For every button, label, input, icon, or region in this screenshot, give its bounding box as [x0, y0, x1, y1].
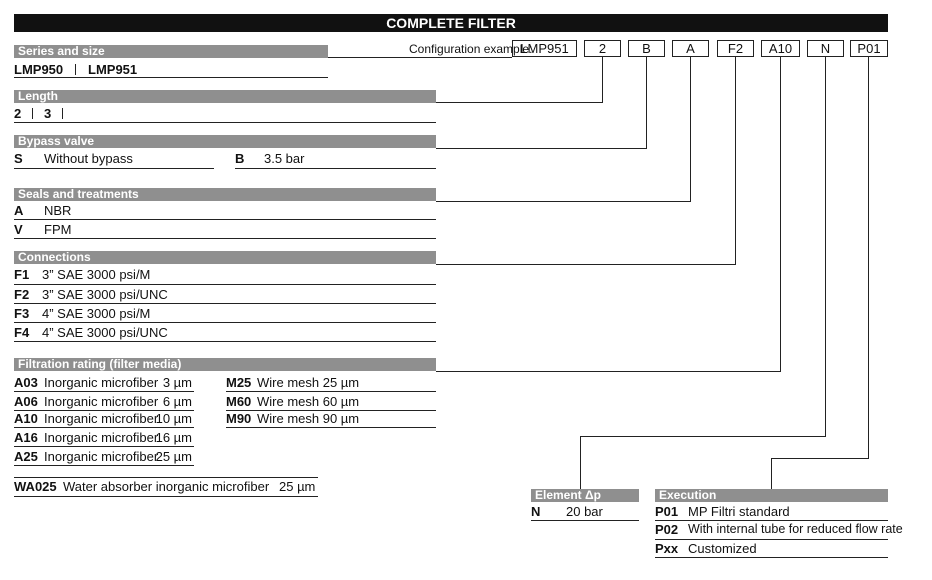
divider [14, 168, 214, 169]
filtration-size-wa025: 25 µm [279, 479, 316, 494]
series-header: Series and size [14, 45, 328, 58]
filtration-size-a10: 10 µm [155, 411, 192, 426]
filtration-desc-a25: Inorganic microfiber [44, 449, 159, 464]
execution-code-pxx: Pxx [655, 541, 679, 556]
separator [75, 64, 76, 75]
divider [531, 520, 639, 521]
divider [14, 477, 318, 478]
connection-desc-f4: 4” SAE 3000 psi/UNC [42, 325, 168, 340]
divider [226, 391, 436, 392]
page-title: COMPLETE FILTER [14, 14, 888, 32]
length-value-2: 3 [44, 106, 52, 121]
divider [14, 465, 194, 466]
execution-code-p01: P01 [655, 504, 679, 519]
divider [14, 238, 436, 239]
connection-desc-f3: 4” SAE 3000 psi/M [42, 306, 151, 321]
config-box-execution: P01 [850, 40, 888, 57]
divider [14, 391, 194, 392]
filtration-code-m90: M90 [226, 411, 252, 426]
config-box-series: LMP951 [512, 40, 577, 57]
element-dp-desc-n: 20 bar [566, 504, 603, 519]
connector-seals [436, 57, 691, 202]
filtration-code-m60: M60 [226, 394, 252, 409]
config-box-connections: F2 [717, 40, 754, 57]
filtration-code-a16: A16 [14, 430, 38, 445]
seals-code-a: A [14, 203, 24, 218]
filtration-desc-a03: Inorganic microfiber [44, 375, 159, 390]
filtration-size-a03: 3 µm [162, 375, 192, 390]
connection-desc-f1: 3” SAE 3000 psi/M [42, 267, 151, 282]
divider [655, 557, 888, 558]
config-box-element-dp: N [807, 40, 844, 57]
filtration-header: Filtration rating (filter media) [14, 358, 436, 371]
divider [14, 496, 318, 497]
divider [14, 341, 436, 342]
bypass-header: Bypass valve [14, 135, 436, 148]
filtration-desc-a10: Inorganic microfiber [44, 411, 159, 426]
filtration-code-wa025: WA025 [14, 479, 57, 494]
length-value-1: 2 [14, 106, 22, 121]
execution-code-p02: P02 [655, 522, 679, 537]
filtration-desc-a16: Inorganic microfiber [44, 430, 159, 445]
divider [226, 427, 436, 428]
divider [655, 539, 888, 540]
filtration-desc-m90: Wire mesh 90 µm [257, 411, 360, 426]
connection-code-f1: F1 [14, 267, 30, 282]
execution-header: Execution [655, 489, 888, 502]
filtration-size-a16: 16 µm [155, 430, 192, 445]
divider [655, 520, 888, 521]
filtration-desc-m25: Wire mesh 25 µm [257, 375, 360, 390]
filtration-code-a06: A06 [14, 394, 38, 409]
filtration-size-a25: 25 µm [155, 449, 192, 464]
filtration-code-a25: A25 [14, 449, 38, 464]
divider [235, 168, 436, 169]
bypass-code-s: S [14, 151, 23, 166]
divider [14, 322, 436, 323]
divider [14, 77, 328, 78]
filtration-desc-wa025: Water absorber inorganic microfiber [63, 479, 270, 494]
execution-desc-p02: With internal tube for reduced flow rate [688, 522, 903, 536]
divider [14, 219, 436, 220]
connector-filtration [436, 57, 781, 372]
separator [62, 108, 63, 119]
filtration-size-a06: 6 µm [162, 394, 192, 409]
series-value-2: LMP951 [88, 62, 138, 77]
separator [32, 108, 33, 119]
divider [14, 446, 194, 447]
execution-desc-p01: MP Filtri standard [688, 504, 790, 519]
length-header: Length [14, 90, 436, 103]
divider [14, 427, 194, 428]
divider [14, 303, 436, 304]
config-example-label: Configuration example: [409, 42, 533, 56]
config-box-bypass: B [628, 40, 665, 57]
filtration-code-m25: M25 [226, 375, 252, 390]
element-dp-code-n: N [531, 504, 541, 519]
execution-desc-pxx: Customized [688, 541, 757, 556]
divider [14, 122, 436, 123]
filtration-code-a10: A10 [14, 411, 38, 426]
element-dp-header: Element Δp [531, 489, 639, 502]
connector-element-dp [581, 57, 826, 489]
seals-desc-v: FPM [44, 222, 72, 237]
filtration-code-a03: A03 [14, 375, 38, 390]
seals-code-v: V [14, 222, 23, 237]
seals-header: Seals and treatments [14, 188, 436, 201]
config-box-filtration: A10 [761, 40, 800, 57]
series-value-1: LMP950 [14, 62, 64, 77]
config-box-seals: A [672, 40, 709, 57]
seals-desc-a: NBR [44, 203, 72, 218]
bypass-desc-s: Without bypass [44, 151, 133, 166]
filtration-desc-m60: Wire mesh 60 µm [257, 394, 360, 409]
bypass-desc-b: 3.5 bar [264, 151, 305, 166]
connections-header: Connections [14, 251, 436, 264]
filtration-desc-a06: Inorganic microfiber [44, 394, 159, 409]
config-box-length: 2 [584, 40, 621, 57]
connection-code-f2: F2 [14, 287, 30, 302]
connector-execution [772, 57, 869, 489]
connection-desc-f2: 3” SAE 3000 psi/UNC [42, 287, 168, 302]
connection-code-f4: F4 [14, 325, 30, 340]
bypass-code-b: B [235, 151, 245, 166]
connection-code-f3: F3 [14, 306, 30, 321]
divider [14, 284, 436, 285]
connector-length [436, 57, 603, 103]
